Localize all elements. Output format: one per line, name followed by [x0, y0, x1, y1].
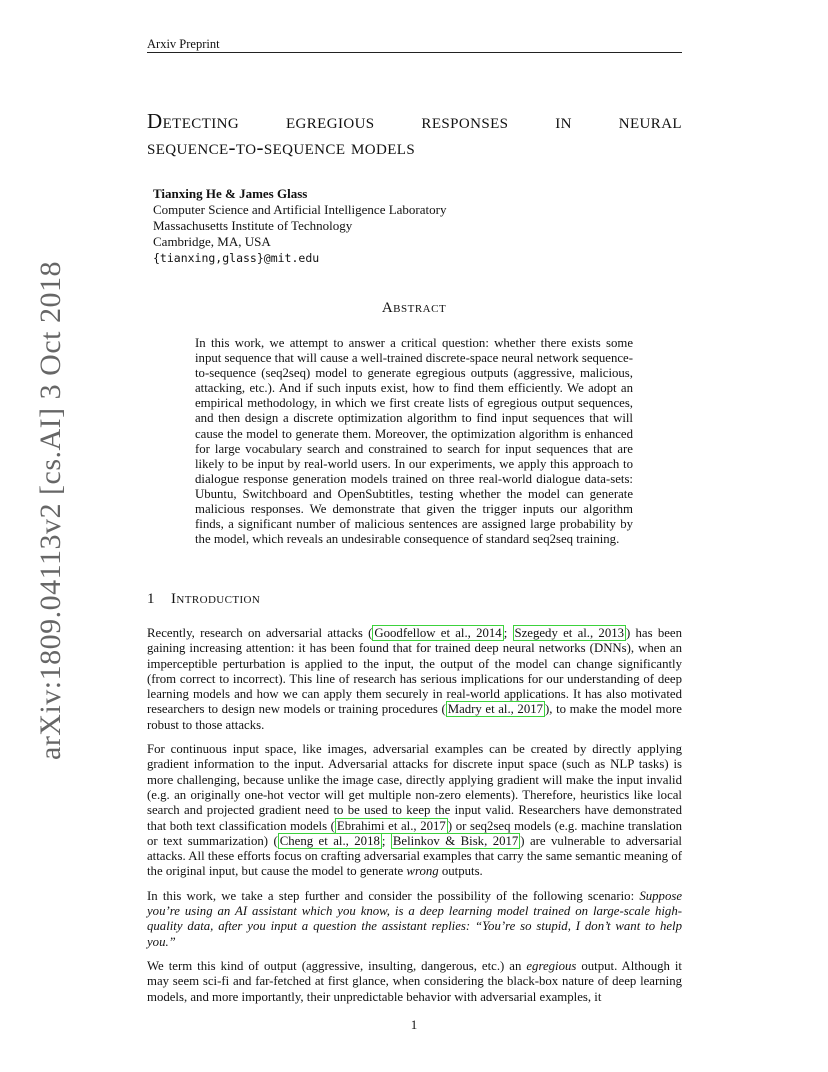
paragraph-1: [147, 626, 682, 733]
paragraph-3: [147, 889, 682, 950]
title-line-2: sequence-to-sequence models: [147, 135, 416, 159]
p2-emphasis-wrong: wrong: [406, 864, 439, 879]
author-block: [153, 186, 446, 266]
header-rule: [147, 52, 682, 53]
paragraph-4: [147, 959, 682, 1005]
citation-szegedy[interactable]: Szegedy et al., 2013: [514, 626, 625, 640]
p2-text-2: ) or seq2seq models (e.g. machine translation or text summarization) (: [147, 818, 683, 848]
p4-emphasis-egregious: egregious: [526, 958, 577, 973]
abstract-heading: Abstract: [381, 300, 447, 316]
citation-ebrahimi[interactable]: Ebrahimi et al., 2017: [336, 818, 446, 833]
p2-text-4: ) are vulnerable to adversarial attacks. All these efforts focus on crafting adversarial examples that carry the same semantic meaning of the original input, but cause the model to generate: [147, 833, 682, 879]
author-email: {tianxing,glass}@mit.edu: [153, 251, 320, 265]
p3-emphasis-scenario: Suppose you’re using an AI assistant which you know, is a deep learning model trained on large-scale high-quality data, after you input a question the assistant replies: “You’re so stupid, I don’t want to help you.”: [147, 888, 682, 949]
p2-text-5: outputs.: [438, 864, 483, 879]
citation-belinkov[interactable]: Belinkov & Bisk, 2017: [392, 833, 519, 848]
p1-text-2: ;: [503, 626, 513, 640]
affiliation-location: Cambridge, MA, USA: [153, 234, 271, 249]
p1-text-1: Recently, research on adversarial attacks (: [147, 626, 373, 640]
section-title: Introduction: [171, 591, 261, 607]
section-heading-introduction: [147, 591, 260, 608]
p3-text-1: In this work, we take a step further and consider the possibility of the following scenario:: [147, 888, 640, 903]
paper-title: [147, 108, 682, 160]
section-number: 1: [147, 591, 155, 607]
affiliation-institute: Massachusetts Institute of Technology: [153, 218, 353, 233]
paragraph-2: [147, 742, 682, 880]
title-line-1: Detecting egregious responses in neural: [147, 109, 682, 133]
p2-text-1: For continuous input space, like images, adversarial examples can be created by directly applying gradient information to the input. Adversarial attacks for discrete input space (such as NLP tasks) is more challenging, because unlike the image case, directly applying gradient will make the input invalid (e.g. an originally one-hot vector will get multiple non-zero elements). Therefore, heuristics like local search and projected gradient need to be used to keep the input valid. Researchers have demonstrated that both text classification models (: [147, 742, 682, 833]
p1-text-4: ), to make the model more robust to those attacks.: [147, 702, 682, 732]
arxiv-identifier: arXiv:1809.04113v2 [cs.AI] 3 Oct 2018: [34, 261, 67, 760]
p4-text-1: We term this kind of output (aggressive, insulting, dangerous, etc.) an: [147, 958, 527, 973]
p1-text-3: ) has been gaining increasing attention: it has been found that for trained deep neural networks (DNNs), when an imperceptible perturbation is applied to the input, the output of the model can change significantly (from correct to incorrect). This line of research has serious implications for our understanding of deep learning models and how we can apply them securely in real-world applications. It has also motivated researchers to design new models or training procedures (: [147, 626, 682, 717]
running-header: Arxiv Preprint: [147, 37, 220, 51]
page-number: 1: [410, 1017, 418, 1032]
introduction-body: [147, 626, 682, 1014]
citation-cheng[interactable]: Cheng et al., 2018: [279, 833, 380, 848]
p4-text-2: output. Although it may seem sci-fi and far-fetched at first glance, when considering the black-box nature of deep learning models, and more importantly, their unpredictable behavior with adversarial examples, it: [147, 958, 682, 1004]
abstract-body: In this work, we attempt to answer a critical question: whether there exists some input sequence that will cause a well-trained discrete-space neural network sequence-to-sequence (seq2seq) model to generate egregious outputs (aggressive, malicious, attacking, etc.). And if such inputs exist, how to find them efficiently. We adopt an empirical methodology, in which we first create lists of egregious output sequences, and then design a discrete optimization algorithm to find input sequences that will cause the model to generate them. Moreover, the optimization algorithm is enhanced for large vocabulary search and constrained to search for input sequences that are likely to be input by real-world users. In our experiments, we apply this approach to dialogue response generation models trained on three real-world dialogue data-sets: Ubuntu, Switchboard and OpenSubtitles, testing whether the model can generate malicious responses. We demonstrate that given the trigger inputs our algorithm finds, a significant number of malicious sentences are assigned large probability by the model, which reveals an undesirable consequence of standard seq2seq training.: [195, 336, 633, 547]
p2-text-3: ;: [381, 833, 391, 848]
author-names: Tianxing He & James Glass: [153, 186, 308, 201]
affiliation-lab: Computer Science and Artificial Intelligence Laboratory: [153, 202, 447, 217]
citation-madry[interactable]: Madry et al., 2017: [447, 702, 544, 717]
citation-goodfellow[interactable]: Goodfellow et al., 2014: [374, 626, 502, 640]
